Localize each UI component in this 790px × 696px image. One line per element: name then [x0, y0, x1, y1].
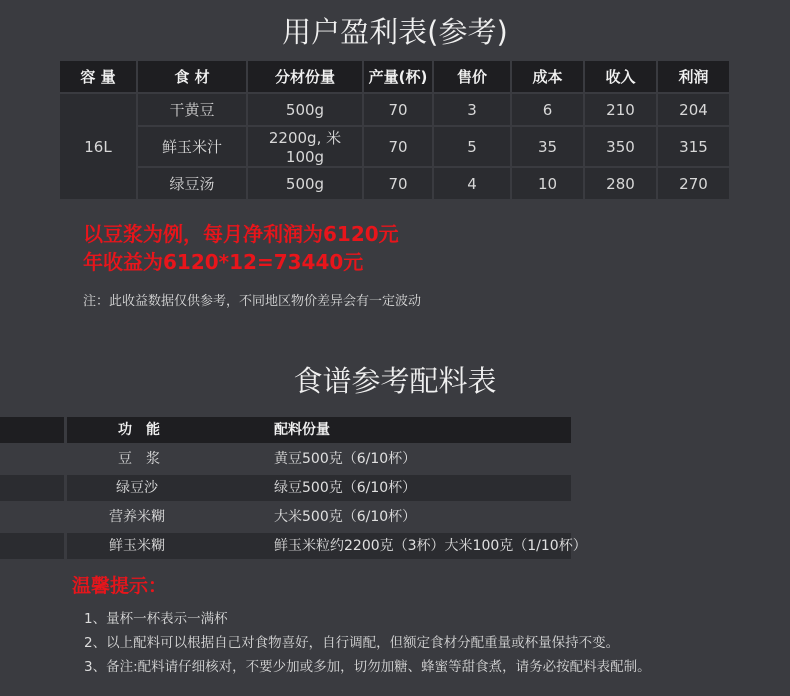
function-cell: 营养米糊	[109, 509, 165, 525]
profit-cell: 270	[658, 168, 729, 199]
header-function: 功 能	[118, 422, 160, 438]
profit-table	[58, 59, 731, 201]
recipe-amount-cell: 鲜玉米粒约2200克（3杯）大米100克（1/10杯）	[274, 538, 587, 554]
recipe-table-title: 食谱参考配料表	[293, 364, 497, 398]
table-row	[60, 168, 729, 199]
recipe-amount-cell: 大米500克（6/10杯）	[274, 509, 417, 525]
amount-cell: 500g	[248, 94, 362, 125]
amount-cell: 500g	[248, 168, 362, 199]
profit-table-title: 用户盈利表(参考)	[282, 15, 508, 49]
recipe-amount-cell: 绿豆500克（6/10杯）	[274, 480, 417, 496]
cost-cell: 35	[512, 127, 583, 166]
header-capacity: 容 量	[60, 61, 136, 92]
header-income: 收入	[585, 61, 656, 92]
table-row	[60, 94, 729, 125]
ingredient-cell: 干黄豆	[138, 94, 246, 125]
profit-table-header-row	[60, 61, 729, 92]
function-cell: 豆 浆	[118, 451, 160, 467]
function-cell: 鲜玉米糊	[109, 538, 165, 554]
income-cell: 280	[585, 168, 656, 199]
cost-cell: 6	[512, 94, 583, 125]
monthly-profit-highlight: 以豆浆为例，每月净利润为6120元	[83, 222, 399, 246]
tips-title: 温馨提示：	[72, 575, 168, 597]
tip-item: 2、以上配料可以根据自己对食物喜好，自行调配，但额定食材分配重量或杯量保持不变。	[84, 635, 620, 651]
header-recipe-amount: 配料份量	[274, 422, 330, 438]
price-cell: 4	[434, 168, 510, 199]
price-cell: 3	[434, 94, 510, 125]
profit-cell: 204	[658, 94, 729, 125]
tip-item: 1、量杯一杯表示一满杯	[84, 611, 228, 627]
ingredient-cell: 绿豆汤	[138, 168, 246, 199]
amount-cell: 2200g, 米 100g	[248, 127, 362, 166]
function-cell: 绿豆沙	[116, 480, 158, 496]
header-price: 售价	[434, 61, 510, 92]
header-amount: 分材份量	[248, 61, 362, 92]
profit-note: 注：此收益数据仅供参考，不同地区物价差异会有一定波动	[83, 294, 422, 309]
header-yield: 产量(杯)	[364, 61, 432, 92]
ingredient-cell: 鲜玉米汁	[138, 127, 246, 166]
price-cell: 5	[434, 127, 510, 166]
row-edge-bar	[0, 533, 64, 559]
recipe-amount-cell: 黄豆500克（6/10杯）	[274, 451, 417, 467]
income-cell: 210	[585, 94, 656, 125]
header-cost: 成本	[512, 61, 583, 92]
profit-cell: 315	[658, 127, 729, 166]
yield-cell: 70	[364, 94, 432, 125]
yield-cell: 70	[364, 168, 432, 199]
capacity-cell: 16L	[60, 94, 136, 199]
annual-profit-highlight: 年收益为6120*12=73440元	[83, 250, 364, 274]
cost-cell: 10	[512, 168, 583, 199]
row-edge-bar	[0, 417, 64, 443]
income-cell: 350	[585, 127, 656, 166]
row-edge-bar	[0, 475, 64, 501]
header-profit: 利润	[658, 61, 729, 92]
tip-item: 3、备注:配料请仔细核对，不要少加或多加，切勿加糖、蜂蜜等甜食煮，请务必按配料表配制。	[84, 659, 651, 675]
yield-cell: 70	[364, 127, 432, 166]
header-ingredient: 食 材	[138, 61, 246, 92]
table-row	[60, 127, 729, 166]
